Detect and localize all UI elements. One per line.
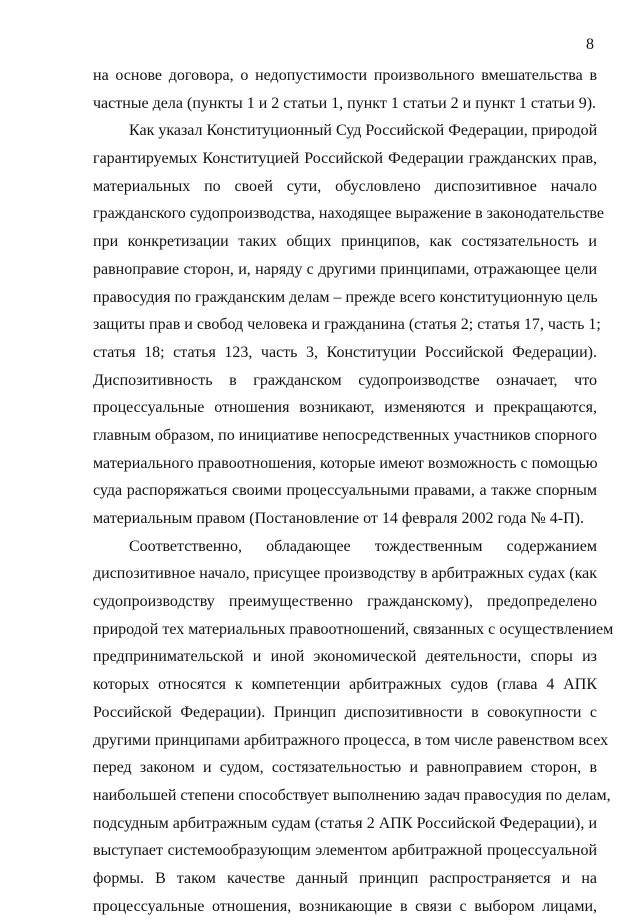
text-line: равноправие сторон, и, наряду с другими принципами, отражающее цели	[93, 260, 597, 278]
text-line: наибольшей степени способствует выполнению задач правосудия по делам,	[93, 786, 611, 804]
text-line: подсудным арбитражным судам (статья 2 АПК Российской Федерации), и	[93, 814, 597, 832]
text-line: судопроизводству преимущественно гражданскому), предопределено	[93, 593, 597, 611]
body-text	[93, 62, 614, 920]
text-line: главным образом, по инициативе непосредственных участников спорного	[93, 426, 597, 444]
page-number: 8	[586, 36, 594, 53]
text-line: Соответственно, обладающее тождественным содержанием	[129, 537, 597, 555]
text-line: гражданского судопроизводства, находящее выражение в законодательстве	[93, 205, 604, 223]
text-line: правосудия по гражданским делам – прежде всего конституционную цель	[93, 288, 598, 306]
text-line: материальных по своей сути, обусловлено диспозитивное начало	[93, 177, 597, 195]
text-line: гарантируемых Конституцией Российской Федерации гражданских прав,	[93, 150, 597, 168]
text-line: формы. В таком качестве данный принцип распространяется и на	[93, 869, 597, 887]
text-line: материального правоотношения, которые имеют возможность с помощью	[93, 454, 598, 472]
text-line: процессуальные отношения возникают, изменяются и прекращаются,	[93, 399, 597, 417]
text-line: Диспозитивность в гражданском судопроизводстве означает, что	[93, 371, 597, 389]
text-line: защиты прав и свобод человека и гражданина (статья 2; статья 17, часть 1;	[93, 316, 601, 334]
text-line: которых относятся к компетенции арбитражных судов (глава 4 АПК	[93, 676, 597, 694]
text-line: Как указал Конституционный Суд Российской Федерации, природой	[129, 122, 598, 140]
text-line: перед законом и судом, состязательностью и равноправием сторон, в	[93, 759, 597, 777]
text-line: статья 18; статья 123, часть 3, Конституции Российской Федерации).	[93, 343, 597, 361]
text-line: частные дела (пункты 1 и 2 статьи 1, пункт 1 статьи 2 и пункт 1 статьи 9).	[93, 94, 597, 112]
text-line: при конкретизации таких общих принципов, как состязательность и	[93, 233, 597, 251]
text-line: материальным правом (Постановление от 14 февраля 2002 года № 4-П).	[93, 510, 584, 527]
text-line: предпринимательской и иной экономической деятельности, споры из	[93, 648, 597, 666]
text-line: процессуальные отношения, возникающие в связи с выбором лицами,	[93, 897, 597, 915]
text-line: выступает системообразующим элементом арбитражной процессуальной	[93, 842, 597, 860]
text-line: другими принципами арбитражного процесса, в том числе равенством всех	[93, 731, 609, 749]
text-line: природой тех материальных правоотношений, связанных с осуществлением	[93, 620, 614, 638]
text-line: суда распоряжаться своими процессуальными правами, а также спорным	[93, 482, 597, 500]
text-line: Российской Федерации). Принцип диспозитивности в совокупности с	[93, 703, 597, 721]
text-line: диспозитивное начало, присущее производству в арбитражных судах (как	[93, 565, 597, 583]
text-line: на основе договора, о недопустимости произвольного вмешательства в	[93, 67, 597, 84]
